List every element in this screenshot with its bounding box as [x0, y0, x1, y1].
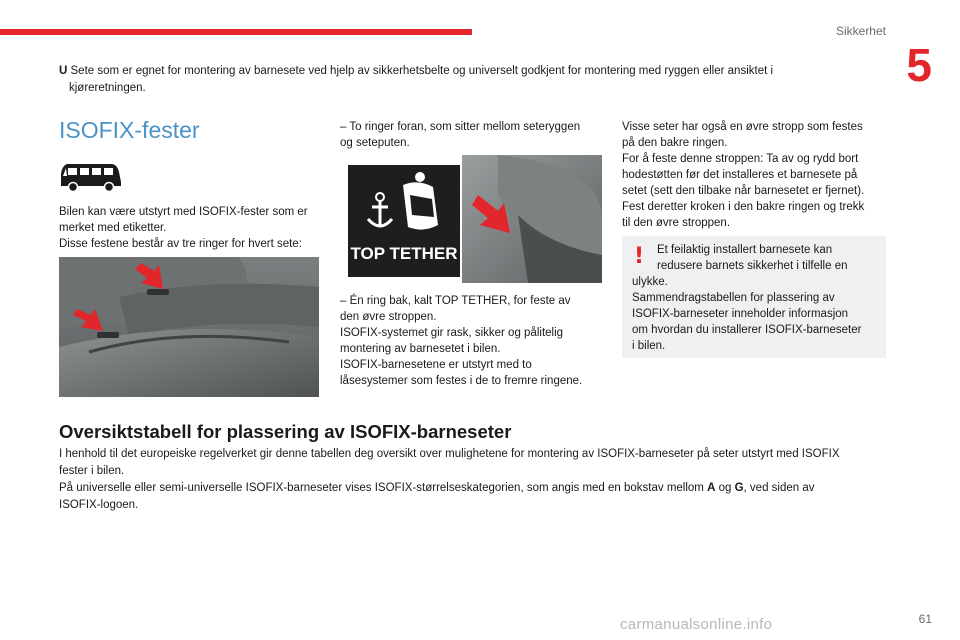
warning-line: om hvordan du installerer ISOFIX-barneseter [632, 324, 862, 336]
top-tether-photo [348, 155, 602, 283]
system-line: montering av barnesetet i bilen. [340, 343, 501, 355]
front-rings-line: – To ringer foran, som sitter mellom seteryggen [340, 121, 581, 133]
top-tether-label: TOP TETHER [350, 244, 458, 263]
exclamation-icon: ! [634, 244, 645, 269]
note-text-line2: kjøreretningen. [69, 82, 146, 94]
warning-line: Et feilaktig installert barnesete kan [657, 244, 833, 256]
col3-line: For å feste denne stroppen: Ta av og rydd bort [622, 153, 859, 165]
back-ring-line: – Én ring bak, kalt TOP TETHER, for feste av [340, 295, 571, 307]
minibus-icon [59, 158, 123, 194]
header-accent-bar [0, 29, 472, 35]
overview-text: På universelle eller semi-universelle ISOFIX-barneseter vises ISOFIX-størrelseskategorien, som angis med en bokstav mellom [59, 482, 708, 494]
size-letter-a: A [707, 482, 716, 494]
seats-line: ISOFIX-barnesetene er utstyrt med to [340, 359, 532, 371]
warning-line: Sammendragstabellen for plassering av [632, 292, 835, 304]
overview-body [59, 446, 889, 514]
back-ring-item [340, 293, 602, 389]
overview-heading: Oversiktstabell for plassering av ISOFIX-barneseter [59, 421, 512, 442]
intro-line: Bilen kan være utstyrt med ISOFIX-fester som er [59, 206, 308, 218]
legend-note-u [59, 63, 839, 97]
watermark: carmanualsonline.info [620, 616, 773, 633]
system-line: ISOFIX-systemet gir rask, sikker og pålitelig [340, 327, 564, 339]
front-rings-line: og seteputen. [340, 137, 410, 149]
overview-line: I henhold til det europeiske regelverket gir denne tabellen deg oversikt over mulighetene for montering av ISOFIX-barneseter på seter utstyrt med ISOFIX [59, 448, 840, 460]
col3-line: hodestøtten før det installeres et barnesete på [622, 169, 858, 181]
warning-text [632, 242, 882, 354]
section-title: Sikkerhet [835, 24, 886, 38]
warning-line: ulykke. [632, 276, 668, 288]
isofix-heading: ISOFIX-fester [59, 117, 200, 143]
warning-line: redusere barnets sikkerhet i tilfelle en [657, 260, 848, 272]
warning-box [622, 236, 886, 358]
overview-size-category [59, 480, 889, 497]
intro-line: Disse festene består av tre ringer for hvert sete: [59, 238, 302, 250]
isofix-intro [59, 204, 324, 252]
overview-text: og [715, 482, 735, 494]
overview-line: ISOFIX-logoen. [59, 499, 139, 511]
col3-line: Fest deretter kroken i den bakre ringen og trekk [622, 201, 865, 213]
size-letter-g: G [734, 482, 744, 494]
note-letter: U [59, 65, 68, 77]
isofix-anchor-photo [59, 257, 319, 397]
back-ring-line: den øvre stroppen. [340, 311, 437, 323]
col3-line: setet (sett den tilbake når barnesetet er fjernet). [622, 185, 865, 197]
intro-line: merket med etiketter. [59, 222, 167, 234]
note-text-line1: Sete som er egnet for montering av barnesete ved hjelp av sikkerhetsbelte og universelt godkjent for montering med ryggen eller ansiktet i [70, 65, 774, 77]
col3-line: Visse seter har også en øvre stropp som festes [622, 121, 863, 133]
front-rings-item [340, 119, 602, 151]
col3-line: til den øvre stroppen. [622, 217, 731, 229]
seats-line: låsesystemer som festes i de to fremre ringene. [340, 375, 583, 387]
page-number: 61 [918, 612, 932, 626]
top-strap-text [622, 119, 886, 231]
overview-text: , ved siden av [743, 482, 815, 494]
warning-line: i bilen. [632, 340, 666, 352]
chapter-number: 5 [906, 39, 932, 91]
warning-line: ISOFIX-barneseter inneholder informasjon [632, 308, 849, 320]
overview-line: fester i bilen. [59, 465, 125, 477]
col3-line: på den bakre ringen. [622, 137, 728, 149]
